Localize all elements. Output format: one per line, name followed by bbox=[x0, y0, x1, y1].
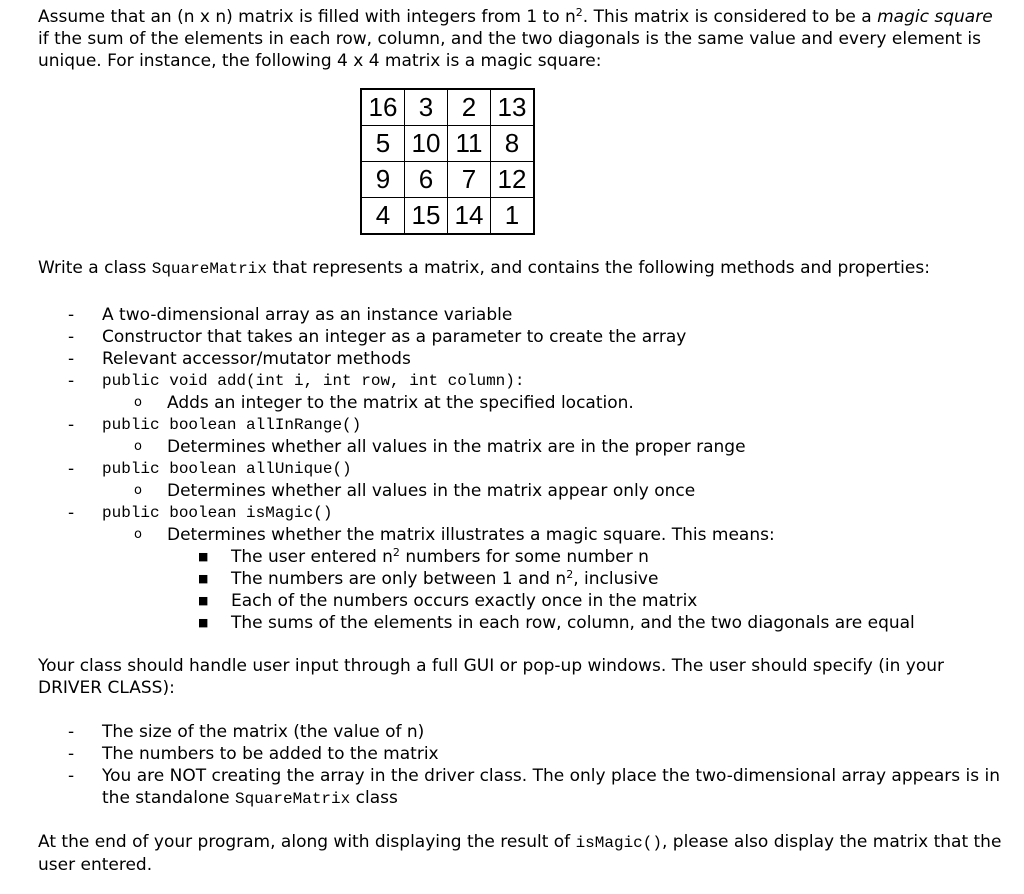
list-item bbox=[38, 458, 1008, 480]
intro-text: if the sum of the elements in each row, column, and the two diagonals is the same value and every element is unique. For instance, the following 4 x 4 matrix is a magic square: bbox=[38, 29, 981, 71]
matrix-row bbox=[361, 198, 534, 235]
condition-text-part: The numbers are only between 1 and n bbox=[231, 569, 567, 589]
matrix-cell: 9 bbox=[361, 162, 405, 198]
dash-bullet: - bbox=[68, 371, 75, 391]
condition-text bbox=[231, 568, 1008, 590]
method-description: Determines whether the matrix illustrates a magic square. This means: bbox=[167, 525, 775, 545]
dash-bullet: - bbox=[68, 305, 75, 325]
matrix-cell: 10 bbox=[405, 126, 448, 162]
list-item bbox=[38, 743, 1008, 765]
dash-bullet: - bbox=[68, 503, 75, 523]
matrix-cell: 8 bbox=[491, 126, 535, 162]
intro-paragraph bbox=[38, 6, 1008, 72]
matrix-row bbox=[361, 162, 534, 198]
list-item bbox=[38, 721, 1008, 743]
superscript: 2 bbox=[566, 568, 574, 581]
dash-bullet: - bbox=[68, 327, 75, 347]
method-description: Determines whether all values in the matrix are in the proper range bbox=[167, 437, 746, 457]
square-bullet: ■ bbox=[198, 594, 209, 607]
condition-text-part: numbers for some number n bbox=[399, 547, 649, 567]
sub-list-item bbox=[38, 480, 1008, 502]
matrix-row bbox=[361, 89, 534, 126]
matrix-cell: 7 bbox=[448, 162, 491, 198]
document bbox=[38, 6, 1008, 876]
condition-item bbox=[38, 590, 1008, 612]
list-item-text-part: You are NOT creating the array in the driver class. The only place the two-dimensional array appears is in the standalone bbox=[102, 766, 1001, 808]
list-item-text-part: class bbox=[350, 788, 398, 808]
paragraph-text: At the end of your program, along with displaying the result of bbox=[38, 832, 576, 852]
list-item-text: The size of the matrix (the value of n) bbox=[102, 722, 425, 742]
circle-bullet: o bbox=[134, 483, 142, 498]
list-item bbox=[38, 370, 1008, 392]
matrix-cell: 13 bbox=[491, 89, 535, 126]
dash-bullet: - bbox=[68, 349, 75, 369]
condition-text: Each of the numbers occurs exactly once in the matrix bbox=[231, 591, 698, 611]
superscript: 2 bbox=[575, 6, 583, 19]
matrix-cell: 2 bbox=[448, 89, 491, 126]
intro-text: Assume that an (n x n) matrix is filled with integers from 1 to n bbox=[38, 7, 576, 27]
square-bullet: ■ bbox=[198, 572, 209, 585]
sub-list-item bbox=[38, 524, 1008, 546]
method-signature: public boolean isMagic() bbox=[102, 504, 333, 522]
list-item-text bbox=[102, 765, 1008, 810]
paragraph-text: that represents a matrix, and contains the following methods and properties: bbox=[266, 258, 930, 278]
dash-bullet: - bbox=[68, 722, 75, 742]
matrix-cell: 11 bbox=[448, 126, 491, 162]
circle-bullet: o bbox=[134, 395, 142, 410]
final-paragraph bbox=[38, 831, 1008, 876]
requirements-list bbox=[38, 304, 1008, 634]
intro-text: . This matrix is considered to be a bbox=[582, 7, 878, 27]
matrix-cell: 12 bbox=[491, 162, 535, 198]
code-method-name: isMagic() bbox=[575, 834, 662, 852]
matrix-cell: 5 bbox=[361, 126, 405, 162]
code-class-name: SquareMatrix bbox=[235, 790, 351, 808]
matrix-cell: 3 bbox=[405, 89, 448, 126]
circle-bullet: o bbox=[134, 439, 142, 454]
sub-list-item bbox=[38, 392, 1008, 414]
dash-bullet: - bbox=[68, 459, 75, 479]
matrix-cell: 15 bbox=[405, 198, 448, 235]
list-item-text: The numbers to be added to the matrix bbox=[102, 744, 439, 764]
method-signature: public boolean allInRange() bbox=[102, 416, 362, 434]
method-signature: public boolean allUnique() bbox=[102, 460, 352, 478]
condition-item bbox=[38, 612, 1008, 634]
dash-bullet: - bbox=[68, 766, 75, 786]
intro-italic-term: magic square bbox=[877, 7, 993, 27]
method-signature: public void add(int i, int row, int column): bbox=[102, 372, 525, 390]
list-item bbox=[38, 502, 1008, 524]
condition-text bbox=[231, 546, 1008, 568]
list-item bbox=[38, 348, 1008, 370]
paragraph-text: Write a class bbox=[38, 258, 152, 278]
matrix-row bbox=[361, 126, 534, 162]
condition-text-part: , inclusive bbox=[573, 569, 659, 589]
matrix-cell: 1 bbox=[491, 198, 535, 235]
matrix-cell: 6 bbox=[405, 162, 448, 198]
list-item-text: Constructor that takes an integer as a parameter to create the array bbox=[102, 327, 687, 347]
condition-text: The sums of the elements in each row, column, and the two diagonals are equal bbox=[231, 613, 915, 633]
condition-item bbox=[38, 568, 1008, 590]
circle-bullet: o bbox=[134, 527, 142, 542]
magic-square-table bbox=[360, 88, 535, 235]
condition-item bbox=[38, 546, 1008, 568]
sub-list-item bbox=[38, 436, 1008, 458]
class-paragraph bbox=[38, 257, 1008, 280]
square-bullet: ■ bbox=[198, 550, 209, 563]
driver-list bbox=[38, 721, 1008, 810]
dash-bullet: - bbox=[68, 744, 75, 764]
list-item-text: Relevant accessor/mutator methods bbox=[102, 349, 411, 369]
method-description: Adds an integer to the matrix at the specified location. bbox=[167, 393, 634, 413]
magic-square-example bbox=[360, 88, 1008, 235]
dash-bullet: - bbox=[68, 415, 75, 435]
paragraph-text: , please also display the matrix that the user entered. bbox=[38, 832, 1002, 875]
matrix-cell: 14 bbox=[448, 198, 491, 235]
condition-text-part: The user entered n bbox=[231, 547, 393, 567]
gui-paragraph: Your class should handle user input through a full GUI or pop-up windows. The user should specify (in your DRIVER CLASS): bbox=[38, 656, 945, 698]
list-item bbox=[38, 326, 1008, 348]
method-description: Determines whether all values in the matrix appear only once bbox=[167, 481, 696, 501]
square-bullet: ■ bbox=[198, 616, 209, 629]
list-item bbox=[38, 414, 1008, 436]
list-item-text: A two-dimensional array as an instance variable bbox=[102, 305, 513, 325]
code-class-name: SquareMatrix bbox=[151, 260, 267, 278]
matrix-cell: 4 bbox=[361, 198, 405, 235]
matrix-cell: 16 bbox=[361, 89, 405, 126]
list-item bbox=[38, 765, 1008, 810]
list-item bbox=[38, 304, 1008, 326]
superscript: 2 bbox=[392, 546, 400, 559]
